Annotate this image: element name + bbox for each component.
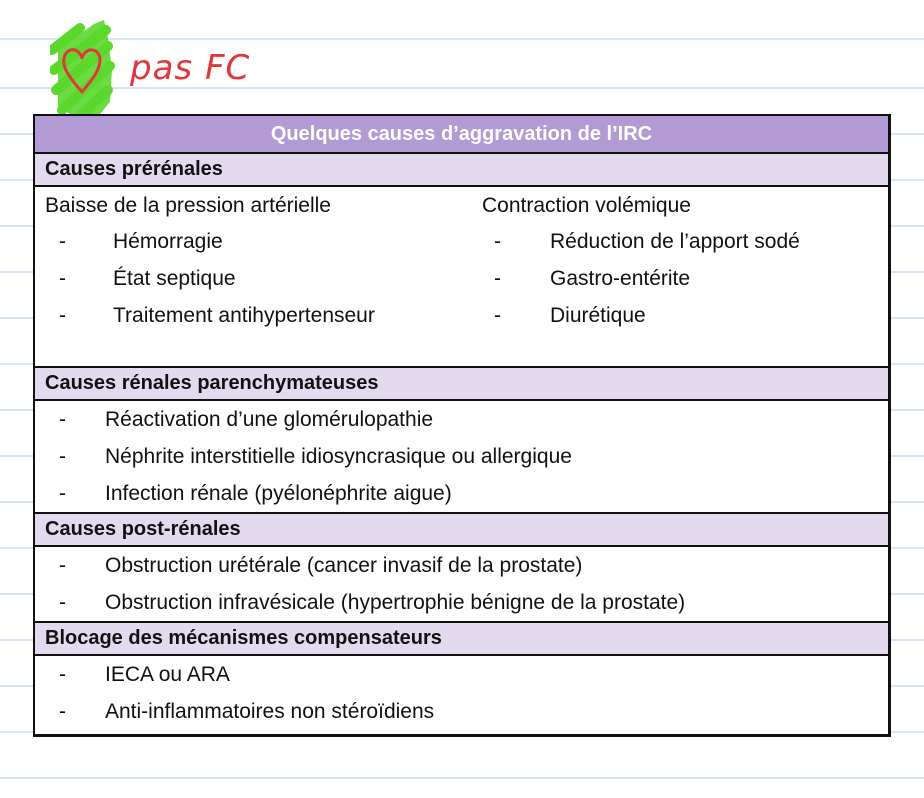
list-item-text: État septique: [113, 267, 236, 290]
section-body-compensatory: [35, 656, 888, 734]
list-item: [482, 260, 882, 297]
prerenal-right-column: [482, 191, 882, 334]
list-item: [45, 297, 465, 334]
handwritten-annotation: [50, 10, 290, 120]
section-body-prerenal: [35, 187, 888, 368]
list-dash: -: [59, 663, 66, 686]
annotation-text: pas FC: [130, 48, 251, 88]
list-dash: -: [494, 230, 501, 253]
column-heading: Contraction volémique: [482, 194, 691, 217]
list-item: [482, 297, 882, 334]
list-item: [482, 223, 882, 260]
section-header-compensatory: Blocage des mécanismes compensateurs: [35, 623, 888, 656]
list-item-text: Traitement antihypertenseur: [113, 304, 375, 327]
list-item: [35, 656, 888, 693]
list-dash: -: [59, 230, 66, 253]
list-dash: -: [59, 445, 66, 468]
list-item: [35, 475, 888, 512]
list-dash: -: [59, 482, 66, 505]
list-item-text: IECA ou ARA: [105, 663, 230, 686]
list-item: [35, 438, 888, 475]
bottom-padding: [35, 730, 888, 734]
section-body-parenchymal: [35, 401, 888, 514]
table-title: Quelques causes d’aggravation de l’IRC: [35, 116, 888, 154]
list-item: [45, 223, 465, 260]
prerenal-left-column: [45, 191, 465, 334]
section-header-postrenal: Causes post-rénales: [35, 514, 888, 547]
list-dash: -: [59, 267, 66, 290]
section-header-prerenal: Causes prérénales: [35, 154, 888, 187]
causes-table: [33, 114, 891, 737]
list-item: [35, 401, 888, 438]
list-item-text: Anti-inflammatoires non stéroïdiens: [105, 700, 435, 723]
list-item-text: Gastro-entérite: [550, 267, 691, 290]
list-item-text: Obstruction urétérale (cancer invasif de la prostate): [105, 554, 583, 577]
list-dash: -: [59, 591, 66, 614]
list-dash: -: [59, 304, 66, 327]
list-item: [45, 260, 465, 297]
list-item-text: Obstruction infravésicale (hypertrophie bénigne de la prostate): [105, 591, 686, 614]
section-body-postrenal: [35, 547, 888, 623]
column-heading: Baisse de la pression artérielle: [45, 194, 331, 217]
section-header-parenchymal: Causes rénales parenchymateuses: [35, 368, 888, 401]
ruled-line: [0, 777, 924, 779]
list-item-text: Néphrite interstitielle idiosyncrasique ou allergique: [105, 445, 572, 468]
list-dash: -: [59, 554, 66, 577]
list-item-text: Diurétique: [550, 304, 646, 327]
list-dash: -: [494, 267, 501, 290]
list-item: [35, 547, 888, 584]
list-item-text: Hémorragie: [113, 230, 223, 253]
list-item-text: Réduction de l’apport sodé: [550, 230, 800, 253]
list-dash: -: [494, 304, 501, 327]
list-item-text: Réactivation d’une glomérulopathie: [105, 408, 434, 431]
list-item: [35, 693, 888, 730]
list-dash: -: [59, 700, 66, 723]
list-item: [35, 584, 888, 621]
list-dash: -: [59, 408, 66, 431]
list-item-text: Infection rénale (pyélonéphrite aigue): [105, 482, 452, 505]
